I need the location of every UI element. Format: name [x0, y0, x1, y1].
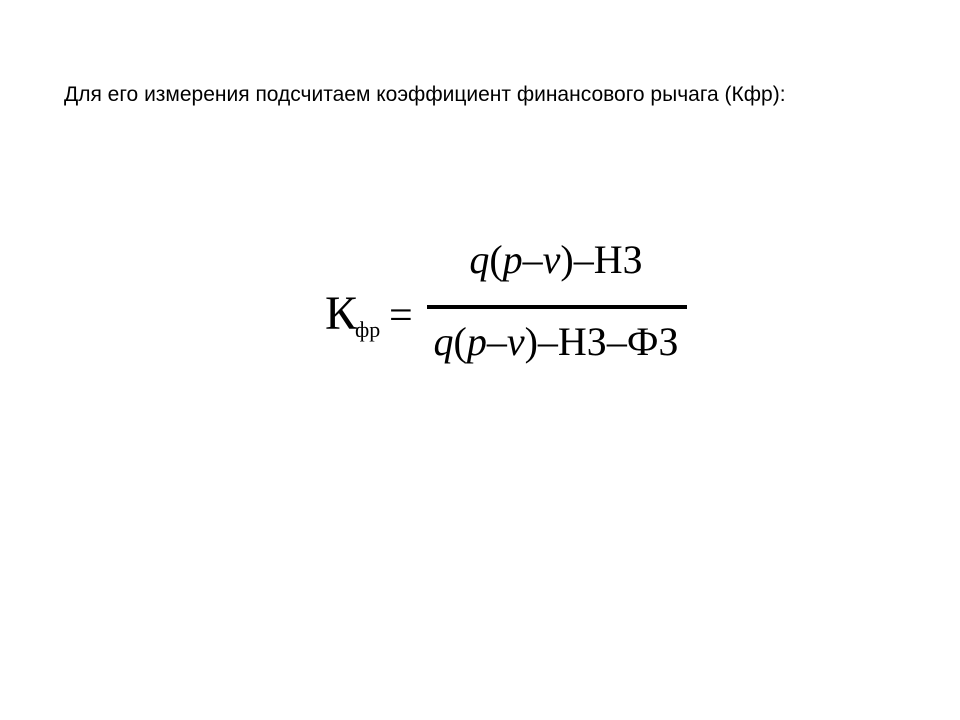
numerator-fixed-costs: НЗ	[593, 237, 643, 282]
numerator-open-paren: (	[489, 237, 503, 282]
fraction-bar	[427, 305, 687, 309]
denominator-fixed-costs: НЗ	[557, 319, 607, 364]
numerator-close-paren: )	[560, 237, 574, 282]
numerator-minus-1: –	[522, 237, 543, 282]
denominator-p: p	[466, 319, 487, 364]
denominator-financial-costs: ФЗ	[626, 319, 679, 364]
numerator-v: v	[542, 237, 561, 282]
denominator-close-paren: )	[524, 319, 538, 364]
formula-numerator	[425, 236, 687, 283]
denominator-minus-1: –	[486, 319, 507, 364]
denominator-open-paren: (	[453, 319, 467, 364]
numerator-minus-2: –	[573, 237, 594, 282]
denominator-minus-2: –	[537, 319, 558, 364]
formula-lhs-symbol: К	[325, 287, 358, 340]
formula-lhs-subscript: фр	[355, 317, 381, 342]
denominator-minus-3: –	[606, 319, 627, 364]
financial-leverage-formula	[325, 236, 695, 386]
numerator-p: p	[502, 237, 523, 282]
formula-denominator	[425, 318, 687, 365]
formula-equals-sign: =	[389, 293, 413, 339]
intro-text: Для его измерения подсчитаем коэффициент финансового рычага (Кфр):	[64, 83, 786, 106]
formula-lhs	[325, 286, 380, 341]
denominator-q: q	[433, 319, 454, 364]
denominator-v: v	[506, 319, 525, 364]
numerator-q: q	[469, 237, 490, 282]
